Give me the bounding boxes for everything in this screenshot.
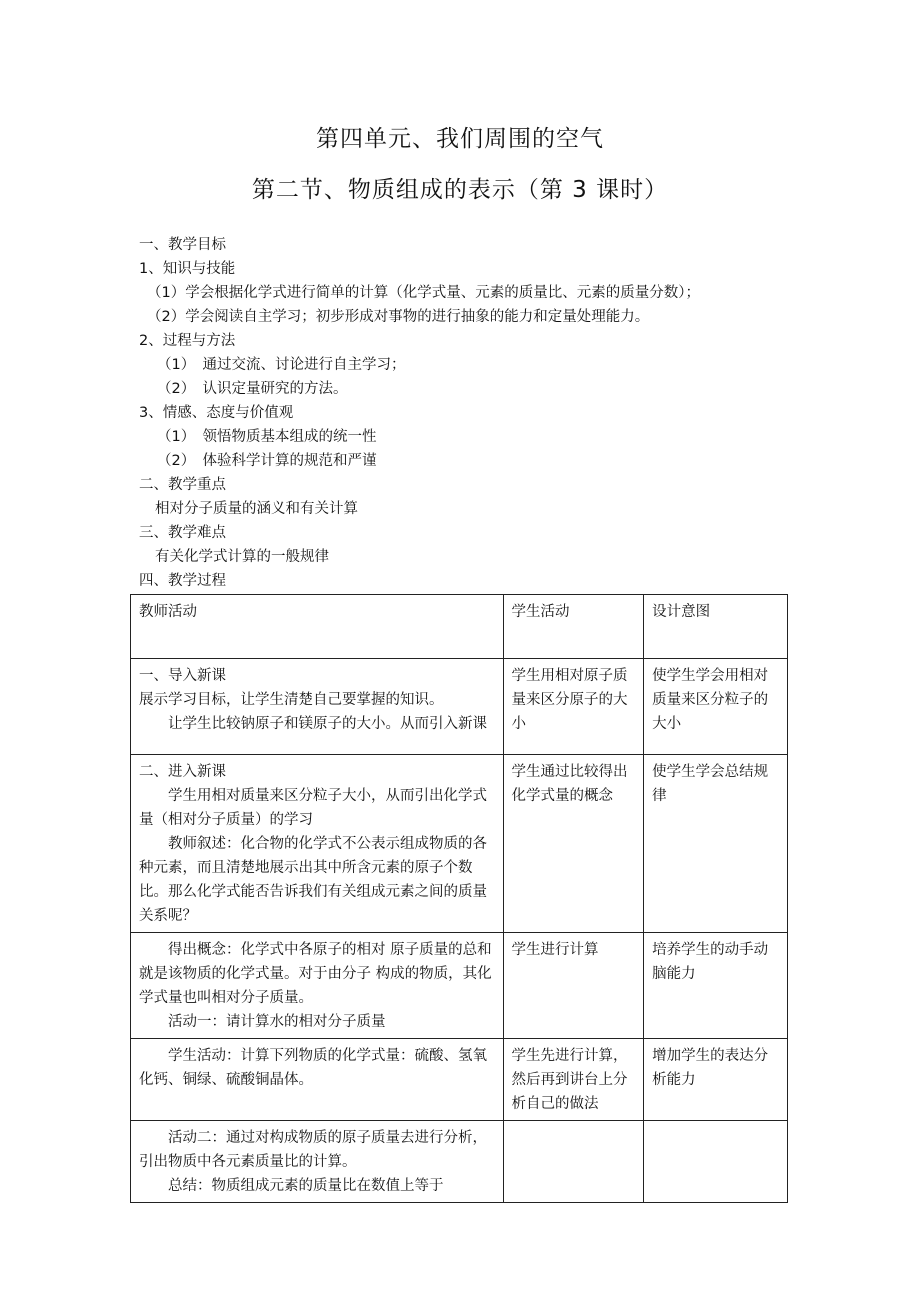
student-cell: 学生先进行计算，然后再到讲台上分析自己的做法	[503, 1039, 644, 1121]
emotion-heading: 3、情感、态度与价值观	[139, 405, 294, 421]
student-cell: 学生进行计算	[503, 933, 644, 1039]
header-student-activity: 学生活动	[503, 595, 644, 659]
process-item-2: （2） 认识定量研究的方法。	[157, 381, 348, 397]
cell-line: 总结：物质组成元素的质量比在数值上等于	[168, 1178, 444, 1194]
cell-line: 学生活动：计算下列物质的化学式量：硫酸、氢氧化钙、铜绿、硫酸铜晶体。	[139, 1048, 487, 1088]
lesson-subtitle: 第二节、物质组成的表示（第 3 课时）	[251, 177, 669, 203]
teacher-cell	[131, 933, 504, 1039]
process-item-1: （1） 通过交流、讨论进行自主学习；	[157, 357, 406, 373]
intent-cell: 使学生学会用相对质量来区分粒子的大小	[644, 659, 788, 755]
cell-line: 让学生比较钠原子和镁原子的大小。从而引入新课	[168, 716, 487, 732]
emotion-item-2: （2） 体验科学计算的规范和严谨	[157, 453, 377, 469]
table-row	[131, 755, 788, 933]
teacher-cell	[131, 1039, 504, 1121]
intent-cell: 培养学生的动手动脑能力	[644, 933, 788, 1039]
cell-line: 活动一：请计算水的相对分子质量	[168, 1014, 386, 1030]
teacher-cell	[131, 1121, 504, 1203]
emotion-item-1: （1） 领悟物质基本组成的统一性	[157, 429, 377, 445]
intent-cell: 增加学生的表达分析能力	[644, 1039, 788, 1121]
key-point-heading: 二、教学重点	[139, 477, 226, 493]
difficulty-text: 有关化学式计算的一般规律	[155, 549, 329, 565]
teacher-cell	[131, 755, 504, 933]
objectives-heading: 一、教学目标	[139, 237, 226, 253]
cell-line: 活动二：通过对构成物质的原子质量去进行分析，引出物质中各元素质量比的计算。	[139, 1130, 487, 1170]
key-point-text: 相对分子质量的涵义和有关计算	[155, 501, 358, 517]
knowledge-heading: 1、知识与技能	[139, 261, 236, 277]
teacher-cell	[131, 659, 504, 755]
header-design-intent: 设计意图	[644, 595, 788, 659]
difficulty-heading: 三、教学难点	[139, 525, 226, 541]
intent-cell: 使学生学会总结规律	[644, 755, 788, 933]
cell-line: 二、进入新课	[139, 764, 226, 780]
table-header-row	[131, 595, 788, 659]
header-teacher-activity: 教师活动	[131, 595, 504, 659]
student-cell	[503, 1121, 644, 1203]
table-row	[131, 1039, 788, 1121]
table-row	[131, 1121, 788, 1203]
cell-line: 得出概念：化学式中各原子的相对 原子质量的总和就是该物质的化学式量。对于由分子 构成的物质，其化学式量也叫相对分子质量。	[139, 942, 492, 1006]
intent-cell	[644, 1121, 788, 1203]
table-row	[131, 659, 788, 755]
unit-title: 第四单元、我们周围的空气	[316, 126, 604, 152]
process-section-heading: 四、教学过程	[139, 573, 226, 589]
student-cell: 学生通过比较得出化学式量的概念	[503, 755, 644, 933]
cell-line: 教师叙述：化合物的化学式不公表示组成物质的各种元素，而且清楚地展示出其中所含元素的原子个数比。那么化学式能否告诉我们有关组成元素之间的质量关系呢？	[139, 836, 487, 924]
knowledge-item-2: （2）学会阅读自主学习；初步形成对事物的进行抽象的能力和定量处理能力。	[147, 309, 650, 325]
table-row	[131, 933, 788, 1039]
knowledge-item-1: （1）学会根据化学式进行简单的计算（化学式量、元素的质量比、元素的质量分数）；	[147, 285, 700, 301]
cell-line: 一、导入新课	[139, 668, 226, 684]
cell-line: 学生用相对质量来区分粒子大小，从而引出化学式量（相对分子质量）的学习	[139, 788, 487, 828]
teaching-process-table	[130, 594, 788, 1203]
student-cell: 学生用相对原子质量来区分原子的大小	[503, 659, 644, 755]
cell-line: 展示学习目标，让学生清楚自己要掌握的知识。	[139, 692, 444, 708]
process-heading: 2、过程与方法	[139, 333, 236, 349]
